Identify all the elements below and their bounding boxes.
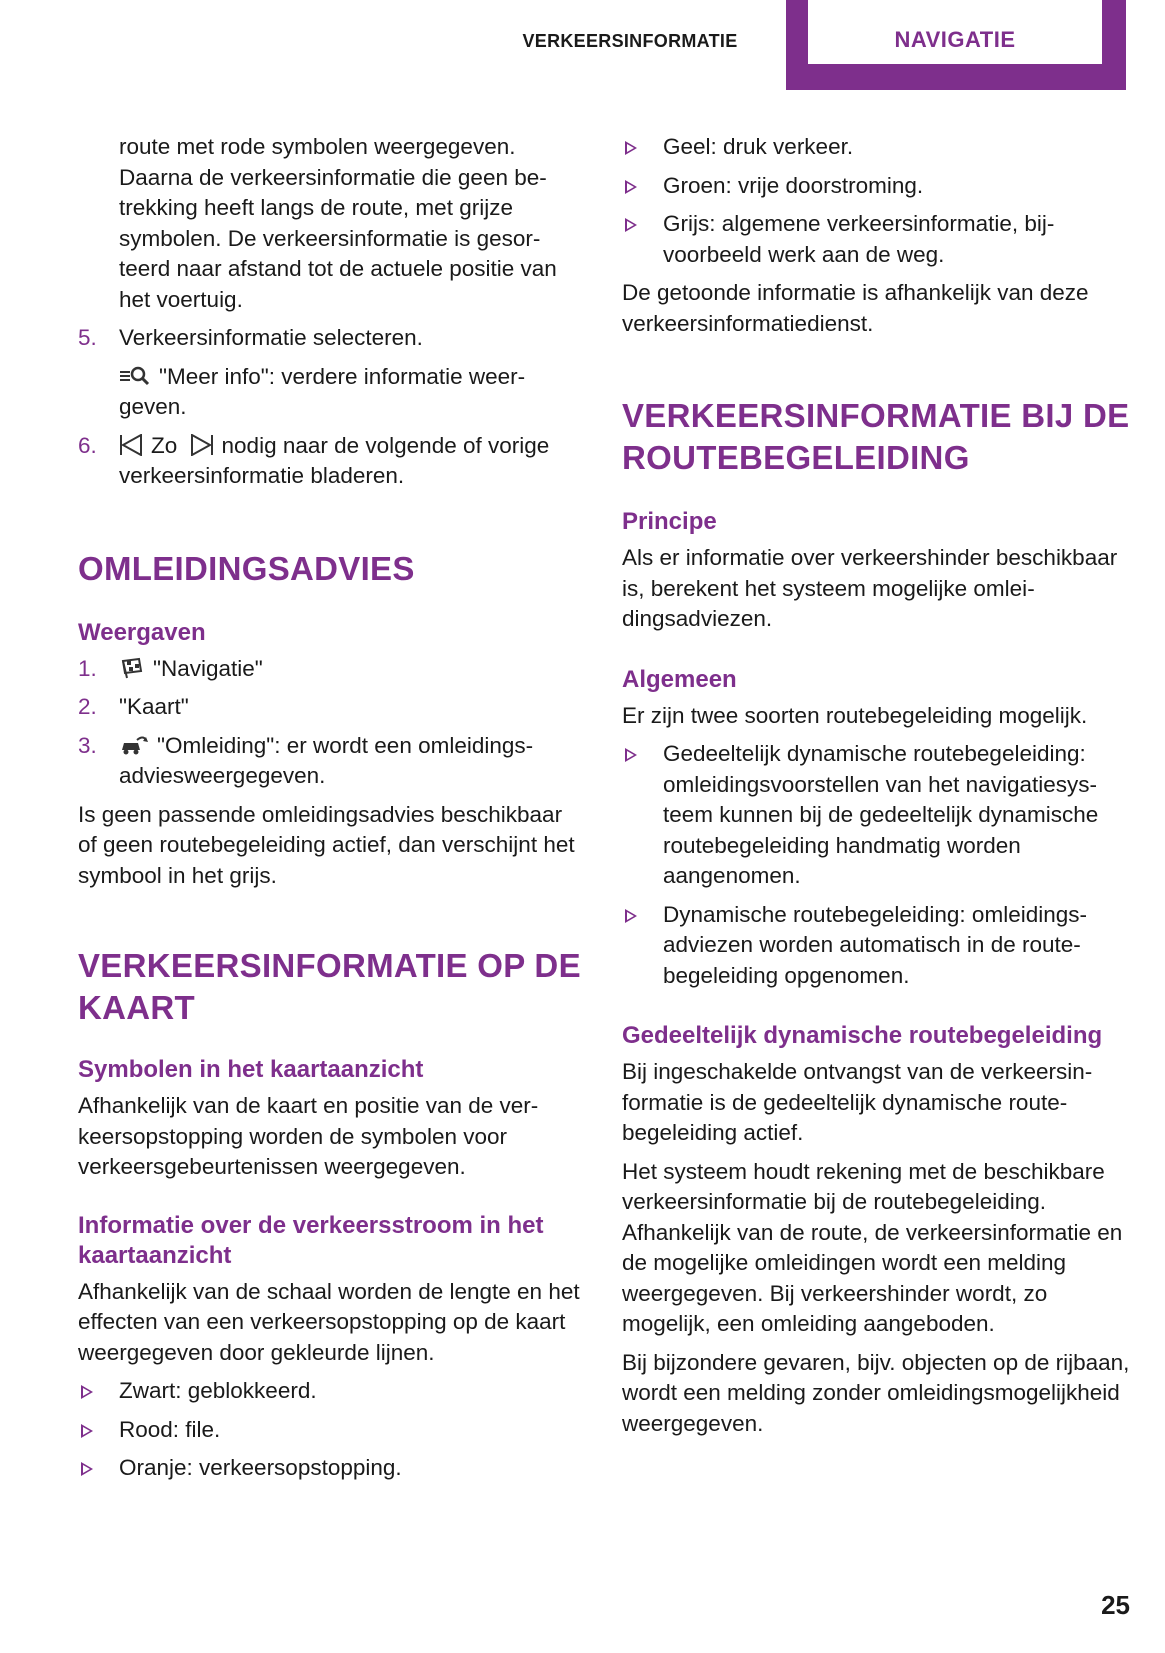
- step-number: 3.: [78, 732, 97, 758]
- step-number: 1.: [78, 655, 97, 681]
- principe-paragraph: Als er informatie over verkeershinder beschikbaar is, berekent het systeem mogelijke omleidingsadviezen.: [622, 545, 1118, 631]
- left-column: [78, 132, 584, 1492]
- symbolen-paragraph: Afhankelijk van de kaart en positie van de verkeersopstopping worden de symbolen voor verkeersgebeurtenissen weergegeven.: [78, 1093, 539, 1179]
- bullet-triangle-icon: [625, 218, 637, 232]
- gedeeltelijk-paragraph-2: Het systeem houdt rekening met de beschikbare verkeersinformatie bij de routebegeleiding. Afhankelijk van de route, de verkeersinformatie en de mogelijke omleidingen wordt een melding weergegeven. Bij verkeershinder wordt, zo mogelijk, een omleiding aangeboden.: [622, 1158, 1123, 1336]
- color-item: [622, 209, 1130, 270]
- gedeeltelijk-paragraph-1: Bij ingeschakelde ontvangst van de verkeersinformatie is de gedeeltelijk dynamische routebegeleiding actief.: [622, 1059, 1093, 1145]
- previous-icon: [119, 434, 143, 456]
- bullet-triangle-icon: [625, 180, 637, 194]
- subheading-algemeen: Algemeen: [622, 665, 737, 693]
- type-item-text: Gedeeltelijk dynamische routebegeleiding: omleidingsvoorstellen van het navigatiesysteem kunnen bij de gedeeltelijk dynamische routebegeleiding handmatig worden aangenomen.: [663, 741, 1099, 888]
- section-header: VERKEERSINFORMATIE: [522, 31, 738, 51]
- step-number: 6.: [78, 432, 97, 458]
- color-item: [78, 1376, 584, 1407]
- bullet-triangle-icon: [81, 1385, 93, 1399]
- color-item-text: Groen: vrije doorstroming.: [663, 172, 924, 198]
- color-item-text: Zwart: geblokkeerd.: [119, 1378, 317, 1403]
- step-text: "Omleiding": er wordt een omleidingsadviesweergegeven.: [119, 732, 534, 788]
- chapter-title: NAVIGATIE: [808, 0, 1102, 64]
- color-item-text: Grijs: algemene verkeersinformatie, bijvoorbeeld werk aan de weg.: [663, 211, 1055, 267]
- more-info-icon: [119, 365, 151, 387]
- bullet-triangle-icon: [625, 141, 637, 155]
- algemeen-paragraph: Er zijn twee soorten routebegeleiding mogelijk.: [622, 702, 1088, 728]
- step-6: [78, 431, 584, 492]
- detour-car-icon: [119, 734, 149, 756]
- bullet-triangle-icon: [81, 1424, 93, 1438]
- color-item: [78, 1453, 584, 1484]
- navigation-flag-icon: [119, 657, 145, 679]
- step-5-sub: [78, 362, 584, 423]
- step-5: [78, 323, 584, 354]
- bullet-triangle-icon: [625, 748, 637, 762]
- subheading-weergaven: Weergaven: [78, 618, 206, 646]
- page-number: 25: [1101, 1590, 1130, 1620]
- step-6-text: nodig naar de volgende of vorige verkeersinformatie bladeren.: [119, 432, 550, 488]
- chapter-tab: [786, 0, 1126, 90]
- color-item: [622, 132, 1130, 163]
- intro-continuation: route met rode symbolen weergegeven. Daarna de verkeersinformatie die geen betrekking heeft langs de route, met grijze symbolen. De verkeersinformatie is gesorteerd naar afstand tot de actuele positie van het voertuig.: [119, 134, 557, 312]
- heading-omleidingsadvies: OMLEIDINGSADVIES: [78, 549, 415, 587]
- omleiding-note: Is geen passende omleidingsadvies beschikbaar of geen routebegeleiding actief, dan verschijnt het symbool in het grijs.: [78, 801, 575, 888]
- subheading-verkeersstroom: Informatie over de verkeersstroom in het kaartaanzicht: [78, 1211, 544, 1269]
- step-text: Verkeersinformatie selecteren.: [119, 325, 423, 350]
- step-text: "Kaart": [119, 694, 189, 719]
- subheading-gedeeltelijk: Gedeeltelijk dynamische routebegeleiding: [622, 1022, 1103, 1049]
- heading-routebegeleiding: VERKEERSINFORMATIE BIJ DE ROUTEBEGELEIDING: [622, 397, 1130, 476]
- color-item: [78, 1415, 584, 1446]
- subheading-principe: Principe: [622, 508, 717, 535]
- color-item-text: Rood: file.: [119, 1416, 221, 1442]
- color-item-text: Oranje: verkeersopstopping.: [119, 1455, 402, 1480]
- type-item: [622, 739, 1130, 892]
- subheading-symbolen: Symbolen in het kaartaanzicht: [78, 1056, 424, 1083]
- gedeeltelijk-paragraph-3: Bij bijzondere gevaren, bijv. objecten op de rijbaan, wordt een melding zonder omleidingsmogelijkheid weergegeven.: [622, 1349, 1130, 1436]
- step-text: "Navigatie": [153, 655, 263, 681]
- display-step-1: [78, 654, 584, 685]
- right-column: [622, 132, 1130, 1447]
- type-item: [622, 900, 1130, 992]
- step-5-sub-text: "Meer info": verdere informatie weergeven.: [119, 363, 526, 419]
- step-number: 2.: [78, 694, 97, 719]
- bullet-triangle-icon: [625, 909, 637, 923]
- color-item-text: Geel: druk verkeer.: [663, 134, 854, 159]
- display-step-2: [78, 692, 584, 723]
- next-icon: [190, 434, 214, 456]
- bullet-triangle-icon: [81, 1462, 93, 1476]
- verkeersstroom-paragraph: Afhankelijk van de schaal worden de lengte en het effecten van een verkeersopstopping op de kaart weergegeven door gekleurde lijnen.: [78, 1278, 580, 1365]
- step-6-mid: Zo: [151, 432, 178, 458]
- type-item-text: Dynamische routebegeleiding: omleidingsadviezen worden automatisch in de routebegeleiding opgenomen.: [663, 901, 1087, 988]
- step-number: 5.: [78, 325, 97, 350]
- color-item: [622, 171, 1130, 202]
- display-step-3: [78, 731, 584, 792]
- dienst-paragraph: De getoonde informatie is afhankelijk van deze verkeersinformatiedienst.: [622, 280, 1089, 336]
- heading-verkeersinformatie-kaart: VERKEERSINFORMATIE OP DE KAART: [78, 947, 581, 1026]
